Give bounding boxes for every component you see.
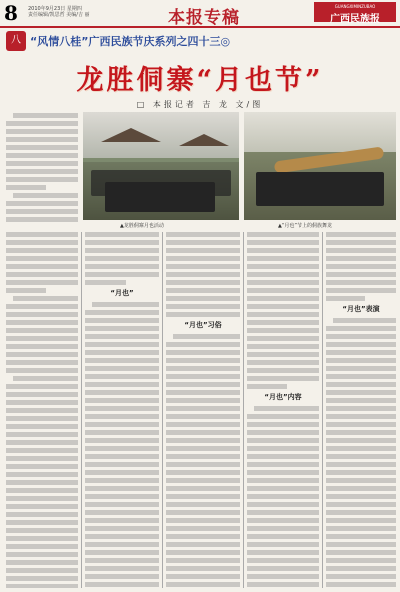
article-byline: □ 本报记者 吉 龙 文/图: [136, 100, 264, 109]
article-column-2: [85, 232, 159, 588]
article-headline: 龙胜侗寨“月也节”: [76, 65, 324, 96]
brand-pinyin: GUANGXIMINZUBAO: [334, 4, 376, 9]
brand-name: 广西民族报: [330, 14, 380, 25]
photo-caption-left: ▲龙胜侗寨月也活动: [120, 223, 164, 229]
subhead-2: “月也”习俗: [184, 321, 222, 329]
subhead-4: “月也”表演: [342, 305, 380, 313]
page-date: 2010年9月23日 星期四: [28, 6, 82, 12]
photo-caption-right: ▲“月也”节上的侗族舞龙: [278, 223, 333, 229]
page-number: 8: [4, 1, 18, 25]
festival-photo-right: [244, 112, 396, 220]
article-column-3: [166, 232, 240, 588]
article-column-4: [247, 232, 319, 588]
article-column-5: [326, 232, 396, 588]
subhead-1: “月也”: [110, 289, 134, 297]
page-meta: [28, 6, 90, 18]
festival-photo-left: [83, 112, 239, 220]
column-divider: [162, 232, 163, 588]
newspaper-brand: [314, 2, 396, 25]
column-title: 本报专稿: [168, 8, 240, 28]
article-column-1: [6, 232, 78, 588]
article-lead-column: [6, 113, 78, 228]
column-divider: [322, 232, 323, 588]
page-editors: 责任编辑/凯思哲 美编/吉 丽: [28, 12, 90, 18]
series-label: “风情八桂”广西民族节庆系列之四十三◎: [30, 35, 231, 48]
series-logo: 八: [6, 31, 26, 51]
column-divider: [81, 232, 82, 588]
page-header: [0, 0, 400, 28]
column-divider: [243, 232, 244, 588]
subhead-3: “月也”内容: [264, 393, 302, 401]
